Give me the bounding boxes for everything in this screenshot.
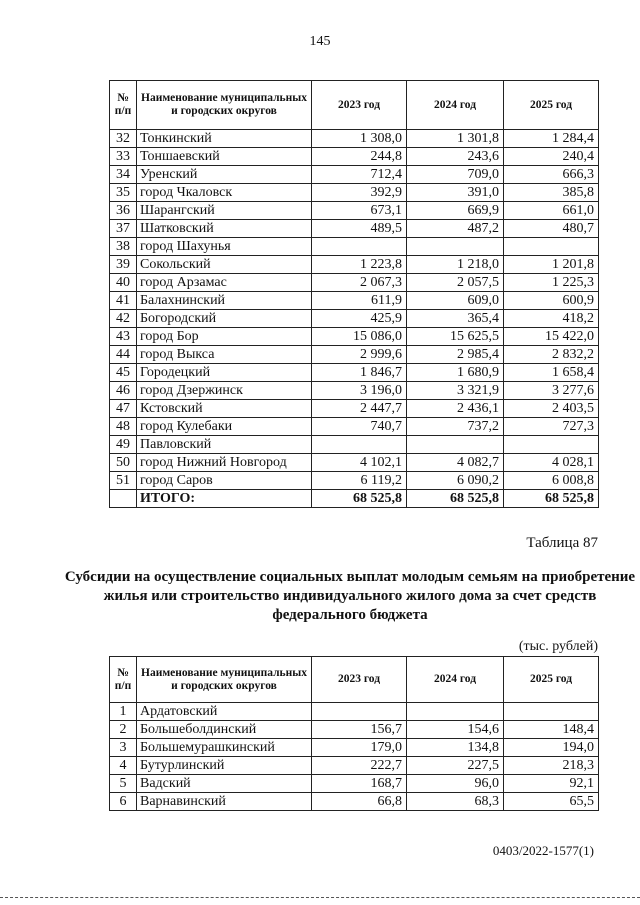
row-value-2024: 365,4	[407, 310, 504, 328]
table-row	[110, 148, 599, 166]
row-index: 42	[110, 310, 137, 328]
row-value-2025: 1 658,4	[504, 364, 599, 382]
row-index: 37	[110, 220, 137, 238]
table-header-row	[110, 81, 599, 130]
row-index: 6	[110, 793, 137, 811]
table-row	[110, 256, 599, 274]
row-value-2023: 611,9	[312, 292, 407, 310]
header-2024: 2024 год	[407, 657, 504, 703]
row-index: 36	[110, 202, 137, 220]
row-value-2025: 661,0	[504, 202, 599, 220]
row-value-2023: 712,4	[312, 166, 407, 184]
row-value-2023	[312, 703, 407, 721]
row-value-2024: 487,2	[407, 220, 504, 238]
row-value-2024: 2 985,4	[407, 346, 504, 364]
row-value-2023: 15 086,0	[312, 328, 407, 346]
row-name: Шатковский	[137, 220, 312, 238]
table-row	[110, 793, 599, 811]
row-value-2024: 4 082,7	[407, 454, 504, 472]
total-2025: 68 525,8	[504, 490, 599, 508]
row-value-2024	[407, 436, 504, 454]
row-value-2025: 2 403,5	[504, 400, 599, 418]
row-name: Богородский	[137, 310, 312, 328]
row-index: 51	[110, 472, 137, 490]
table-title: Субсидии на осуществление социальных выплат молодым семьям на приобретение жилья или строительство индивидуального жилого дома за счет средств федерального бюджета	[64, 569, 636, 623]
row-index: 43	[110, 328, 137, 346]
row-index: 44	[110, 346, 137, 364]
table-row	[110, 472, 599, 490]
row-value-2025: 666,3	[504, 166, 599, 184]
row-index: 32	[110, 130, 137, 148]
total-index-cell	[110, 490, 137, 508]
row-value-2024: 68,3	[407, 793, 504, 811]
header-num: № п/п	[110, 81, 137, 130]
table-row	[110, 238, 599, 256]
row-name: город Шахунья	[137, 238, 312, 256]
row-name: Шарангский	[137, 202, 312, 220]
row-value-2025: 418,2	[504, 310, 599, 328]
table-caption: Таблица 87	[526, 535, 598, 551]
total-2024: 68 525,8	[407, 490, 504, 508]
row-value-2023: 740,7	[312, 418, 407, 436]
row-index: 40	[110, 274, 137, 292]
row-index: 39	[110, 256, 137, 274]
row-value-2023: 1 308,0	[312, 130, 407, 148]
row-index: 41	[110, 292, 137, 310]
row-value-2025: 148,4	[504, 721, 599, 739]
row-index: 46	[110, 382, 137, 400]
table-header-row	[110, 657, 599, 703]
row-index: 35	[110, 184, 137, 202]
row-index: 5	[110, 775, 137, 793]
row-value-2025: 3 277,6	[504, 382, 599, 400]
row-index: 1	[110, 703, 137, 721]
row-name: Большемурашкинский	[137, 739, 312, 757]
row-value-2023: 1 846,7	[312, 364, 407, 382]
table-row	[110, 703, 599, 721]
row-value-2024: 15 625,5	[407, 328, 504, 346]
row-value-2025: 6 008,8	[504, 472, 599, 490]
header-2023: 2023 год	[312, 657, 407, 703]
row-value-2024: 154,6	[407, 721, 504, 739]
row-value-2025: 480,7	[504, 220, 599, 238]
row-value-2025	[504, 703, 599, 721]
table-row	[110, 757, 599, 775]
row-value-2023: 1 223,8	[312, 256, 407, 274]
row-name: город Бор	[137, 328, 312, 346]
row-value-2023	[312, 238, 407, 256]
row-value-2024: 1 218,0	[407, 256, 504, 274]
row-name: Бутурлинский	[137, 757, 312, 775]
row-index: 34	[110, 166, 137, 184]
table-row	[110, 400, 599, 418]
row-value-2024: 227,5	[407, 757, 504, 775]
row-name: город Дзержинск	[137, 382, 312, 400]
row-name: город Чкаловск	[137, 184, 312, 202]
table-row	[110, 382, 599, 400]
row-value-2024: 669,9	[407, 202, 504, 220]
header-2024: 2024 год	[407, 81, 504, 130]
table-row	[110, 274, 599, 292]
header-2025: 2025 год	[504, 81, 599, 130]
table-row	[110, 364, 599, 382]
row-value-2023: 6 119,2	[312, 472, 407, 490]
table-row	[110, 292, 599, 310]
total-label: ИТОГО:	[137, 490, 312, 508]
row-value-2025: 600,9	[504, 292, 599, 310]
row-value-2024	[407, 703, 504, 721]
table-body	[110, 703, 599, 811]
row-value-2024: 96,0	[407, 775, 504, 793]
header-name: Наименование муниципальных и городских округов	[137, 81, 312, 130]
table-row	[110, 418, 599, 436]
header-2023: 2023 год	[312, 81, 407, 130]
row-name: Большеболдинский	[137, 721, 312, 739]
row-index: 33	[110, 148, 137, 166]
table-row	[110, 166, 599, 184]
table-row	[110, 130, 599, 148]
row-value-2023: 179,0	[312, 739, 407, 757]
table-row	[110, 328, 599, 346]
total-row	[110, 490, 599, 508]
table-row	[110, 436, 599, 454]
row-value-2023: 222,7	[312, 757, 407, 775]
row-name: Ардатовский	[137, 703, 312, 721]
row-index: 4	[110, 757, 137, 775]
row-value-2025: 65,5	[504, 793, 599, 811]
row-name: город Выкса	[137, 346, 312, 364]
table-row	[110, 220, 599, 238]
row-index: 3	[110, 739, 137, 757]
row-index: 45	[110, 364, 137, 382]
row-value-2025	[504, 436, 599, 454]
row-value-2023: 66,8	[312, 793, 407, 811]
row-name: Уренский	[137, 166, 312, 184]
row-index: 47	[110, 400, 137, 418]
row-value-2023: 2 999,6	[312, 346, 407, 364]
row-value-2025: 727,3	[504, 418, 599, 436]
row-name: город Арзамас	[137, 274, 312, 292]
row-value-2025: 385,8	[504, 184, 599, 202]
row-value-2023: 2 447,7	[312, 400, 407, 418]
page-bottom-rule	[0, 897, 640, 898]
row-value-2024: 1 680,9	[407, 364, 504, 382]
row-value-2025: 1 284,4	[504, 130, 599, 148]
header-num: № п/п	[110, 657, 137, 703]
table-row	[110, 775, 599, 793]
units-label: (тыс. рублей)	[518, 639, 598, 654]
table-row	[110, 721, 599, 739]
row-index: 48	[110, 418, 137, 436]
row-value-2024: 737,2	[407, 418, 504, 436]
row-value-2023: 673,1	[312, 202, 407, 220]
row-name: Сокольский	[137, 256, 312, 274]
row-name: Варнавинский	[137, 793, 312, 811]
row-value-2023	[312, 436, 407, 454]
row-name: Тонкинский	[137, 130, 312, 148]
row-index: 50	[110, 454, 137, 472]
subsidy-table-continued	[109, 80, 599, 508]
row-value-2023: 244,8	[312, 148, 407, 166]
row-value-2025: 240,4	[504, 148, 599, 166]
table-row	[110, 454, 599, 472]
row-value-2023: 489,5	[312, 220, 407, 238]
table-row	[110, 346, 599, 364]
table-row	[110, 310, 599, 328]
row-value-2025: 194,0	[504, 739, 599, 757]
row-value-2024	[407, 238, 504, 256]
table-row	[110, 739, 599, 757]
row-value-2025: 92,1	[504, 775, 599, 793]
row-value-2023: 3 196,0	[312, 382, 407, 400]
row-value-2023: 392,9	[312, 184, 407, 202]
row-value-2024: 609,0	[407, 292, 504, 310]
page-number: 145	[309, 34, 331, 49]
subsidy-table-87	[109, 656, 599, 811]
row-value-2024: 709,0	[407, 166, 504, 184]
table-row	[110, 184, 599, 202]
document-code: 0403/2022-1577(1)	[492, 843, 594, 858]
row-value-2025: 1 225,3	[504, 274, 599, 292]
row-value-2023: 425,9	[312, 310, 407, 328]
row-name: Павловский	[137, 436, 312, 454]
row-value-2024: 3 321,9	[407, 382, 504, 400]
row-index: 2	[110, 721, 137, 739]
table-body	[110, 130, 599, 490]
row-name: Балахнинский	[137, 292, 312, 310]
row-name: город Саров	[137, 472, 312, 490]
row-value-2025: 4 028,1	[504, 454, 599, 472]
row-value-2024: 243,6	[407, 148, 504, 166]
row-name: Тоншаевский	[137, 148, 312, 166]
row-value-2024: 1 301,8	[407, 130, 504, 148]
total-2023: 68 525,8	[312, 490, 407, 508]
header-name: Наименование муниципальных и городских округов	[137, 657, 312, 703]
row-value-2025: 1 201,8	[504, 256, 599, 274]
row-value-2025: 218,3	[504, 757, 599, 775]
row-value-2024: 6 090,2	[407, 472, 504, 490]
row-name: город Кулебаки	[137, 418, 312, 436]
row-value-2024: 391,0	[407, 184, 504, 202]
row-name: город Нижний Новгород	[137, 454, 312, 472]
row-value-2023: 2 067,3	[312, 274, 407, 292]
row-value-2023: 168,7	[312, 775, 407, 793]
row-name: Вадский	[137, 775, 312, 793]
row-value-2024: 2 436,1	[407, 400, 504, 418]
row-value-2024: 134,8	[407, 739, 504, 757]
row-value-2025: 2 832,2	[504, 346, 599, 364]
row-name: Кстовский	[137, 400, 312, 418]
row-value-2025: 15 422,0	[504, 328, 599, 346]
row-value-2024: 2 057,5	[407, 274, 504, 292]
row-index: 49	[110, 436, 137, 454]
row-name: Городецкий	[137, 364, 312, 382]
table-row	[110, 202, 599, 220]
row-value-2025	[504, 238, 599, 256]
row-value-2023: 4 102,1	[312, 454, 407, 472]
row-value-2023: 156,7	[312, 721, 407, 739]
row-index: 38	[110, 238, 137, 256]
header-2025: 2025 год	[504, 657, 599, 703]
